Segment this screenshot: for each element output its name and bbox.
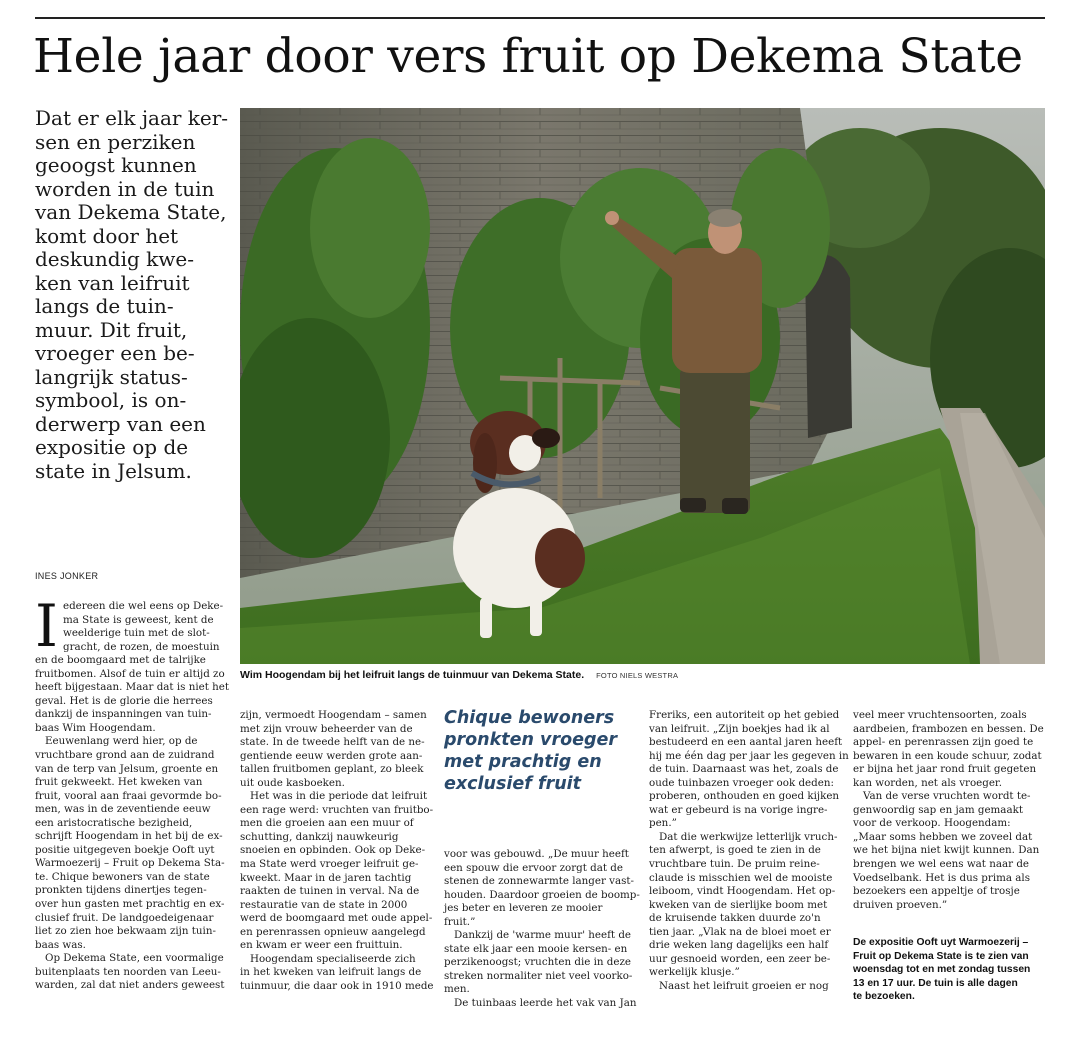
text-line: drie weken lang dagelijks een half <box>649 939 829 952</box>
text-line: streken normaliter niet veel voorko- <box>444 969 633 982</box>
text-line: state. In de tweede helft van de ne- <box>240 736 425 749</box>
text-line: uit oude kasboeken. <box>240 776 345 789</box>
text-line: bezoekers een appeltje of trosje <box>853 885 1020 898</box>
text-line: proberen, onthouden en goed kijken <box>649 790 840 803</box>
text-line: aardbeien, frambozen en bessen. De <box>853 722 1044 735</box>
text-line: pronkten tijdens dinertjes tegen- <box>35 884 207 897</box>
text-line: werd de boomgaard met oude appel- <box>240 912 433 925</box>
pull-quote-line: pronkten vroeger <box>444 730 618 750</box>
text-line: liet zo zien hoe bekwaam zijn tuin- <box>35 925 216 938</box>
text-line: Naast het leifruit groeien er nog <box>659 979 829 992</box>
text-line: voor was gebouwd. „De muur heeft <box>444 848 629 860</box>
text-line: van leifruit. „Zijn boekjes had ik al <box>649 722 830 735</box>
text-line: leiboom, vindt Hoogendam. Het op- <box>649 885 836 898</box>
text-line: Voedselbank. Het is dus prima als <box>853 871 1031 884</box>
text-line: men. <box>444 983 470 996</box>
text-line: wat er gebeurd is na vorige ingre- <box>649 803 828 816</box>
info-line: 13 en 17 uur. De tuin is alle dagen <box>853 977 1018 989</box>
text-line: vruchtbare grond aan de zuidrand <box>35 749 215 762</box>
byline: INES JONKER <box>35 571 99 581</box>
text-line: Op Dekema State, een voormalige <box>45 952 224 965</box>
text-line: dankzij de inspanningen van tuin- <box>35 708 212 721</box>
text-line: snoeien en opbinden. Ook op Deke- <box>240 844 426 857</box>
text-line: tien jaar. „Vlak na de bloei moet er <box>649 925 831 938</box>
text-line: buitenplaats ten noorden van Leeu- <box>35 965 221 978</box>
text-line: restauratie van de state in 2000 <box>240 898 408 911</box>
text-line: gracht, de rozen, de moestuin <box>63 640 220 653</box>
text-line: positie uitgegeven boekje Ooft uyt <box>35 843 215 856</box>
intro-line: sen en perziken <box>35 129 196 154</box>
text-line: appel- en perenrassen zijn goed te <box>853 736 1034 749</box>
pull-quote-line: exclusief fruit <box>444 774 582 794</box>
intro-line: worden in de tuin <box>35 176 215 201</box>
info-line: Fruit op Dekema State is te zien van <box>853 950 1029 962</box>
text-line: en kwam er weer een fruittuin. <box>240 939 403 952</box>
intro-line: geoogst kunnen <box>35 153 197 177</box>
text-line: „Maar soms hebben we zoveel dat <box>853 830 1033 843</box>
headline: Hele jaar door vers fruit op Dekema State <box>33 29 1023 84</box>
text-line: kan worden, net als vroeger. <box>853 776 1002 789</box>
text-line: men, was in de zeventiende eeuw <box>35 803 211 816</box>
text-line: een spouw die ervoor zorgt dat de <box>444 861 623 874</box>
text-line: tallen fruitbomen geplant, zo bleek <box>240 763 424 776</box>
pull-quote-line: met prachtig en <box>444 752 602 772</box>
photo-credit: FOTO NIELS WESTRA <box>596 671 679 680</box>
text-line: fruit gekweekt. Het kweken van <box>35 776 203 789</box>
pull-quote <box>444 707 639 795</box>
text-line: kweken van de sierlijke boom met <box>649 898 828 911</box>
intro-line: ken van leifruit <box>35 270 190 295</box>
info-line: te bezoeken. <box>853 991 915 1003</box>
text-line: men die groeien aan een muur of <box>240 817 414 830</box>
text-line: fruit.” <box>444 915 476 928</box>
text-line: en de boomgaard met de talrijke <box>35 654 206 667</box>
text-line: geval. Het is de glorie die herrees <box>35 694 213 707</box>
text-line: Dankzij de 'warme muur' heeft de <box>454 929 632 942</box>
text-line: fruitbomen. Alsof de tuin er altijd zo <box>35 667 225 680</box>
text-line: brengen we wel eens wat naar de <box>853 858 1030 871</box>
text-line: met zijn vrouw beheerder van de <box>240 722 413 735</box>
text-line: edereen die wel eens op Deke- <box>63 600 224 612</box>
text-line: zijn, vermoedt Hoogendam – samen <box>240 709 427 721</box>
text-line: ten afwerpt, is goed te zien in de <box>649 844 821 857</box>
top-rule <box>35 17 1045 19</box>
intro-line: muur. Dit fruit, <box>35 317 188 342</box>
article-photo <box>240 108 1045 664</box>
text-line: in het kweken van leifruit langs de <box>240 966 422 979</box>
text-line: veel meer vruchtensoorten, zoals <box>853 709 1027 721</box>
text-line: de kruisende takken duurde zo'n <box>649 912 821 925</box>
photo-caption <box>240 668 1045 683</box>
text-line: pen.” <box>649 817 677 830</box>
text-line: ma State werd vroeger leifruit ge- <box>240 858 419 871</box>
intro-line: vroeger een be- <box>35 341 195 365</box>
text-line: we het bijna niet kwijt kunnen. Dan <box>853 844 1040 857</box>
text-line: perzikenoogst; vruchten die in deze <box>444 956 632 969</box>
text-line: kweekt. Maar in de jaren tachtig <box>240 871 412 884</box>
text-line: uur gesnoeid worden, een zeer be- <box>649 952 831 965</box>
body-column-3 <box>444 848 639 1011</box>
body-column-4 <box>649 709 849 993</box>
text-line: claude is misschien wel de mooiste <box>649 871 833 884</box>
info-line: De expositie Ooft uyt Warmoezerij – <box>853 937 1029 948</box>
text-line: weelderige tuin met de slot- <box>63 627 210 640</box>
intro-line: derwerp van een <box>35 411 206 436</box>
text-line: ma State is geweest, kent de <box>63 613 214 626</box>
text-line: Eeuwenlang werd hier, op de <box>45 735 198 748</box>
text-line: te. Chique bewoners van de state <box>35 870 210 883</box>
text-line: Freriks, een autoriteit op het gebied <box>649 709 840 721</box>
text-line: er bijna het jaar rond fruit gegeten <box>853 763 1037 776</box>
text-line: bewaren in een koude schuur, zodat <box>853 749 1042 762</box>
info-line: woensdag tot en met zondag tussen <box>853 964 1031 976</box>
text-line: vruchtbare tuin. De pruim reine- <box>649 858 820 871</box>
intro-line: Dat er elk jaar ker- <box>35 106 229 130</box>
text-line: druiven proeven.” <box>853 898 948 911</box>
text-line: van de terp van Jelsum, groente en <box>35 762 219 775</box>
intro-line: deskundig kwe- <box>35 247 194 271</box>
text-line: Warmoezerij – Fruit op Dekema Sta- <box>35 857 225 870</box>
text-line: oude tuinbazen vroeger ook deden: <box>649 776 834 789</box>
intro-line: expositie op de <box>35 435 189 459</box>
body-column-5 <box>853 709 1045 912</box>
text-line: genwoordig sap en jam gemaakt <box>853 803 1023 816</box>
text-line: tuinmuur, die daar ook in 1910 mede <box>240 979 434 992</box>
intro-line: state in Jelsum. <box>35 458 192 483</box>
text-line: Dat die werkwijze letterlijk vruch- <box>659 830 838 843</box>
text-line: state elk jaar een mooie kersen- en <box>444 942 628 955</box>
text-line: heeft bijgestaan. Maar dat is niet het <box>35 681 229 694</box>
intro-line: langrijk status- <box>35 364 188 389</box>
text-line: over hun gasten met prachtig en ex- <box>35 898 225 911</box>
exhibition-info <box>853 936 1045 1004</box>
text-line: schutting, dankzij nauwkeurig <box>240 830 399 843</box>
text-line: hij me één dag per jaar les gegeven in <box>649 749 849 762</box>
intro-line: symbool, is on- <box>35 388 187 412</box>
text-line: raakten de tuinen in verval. Na de <box>240 885 420 898</box>
text-line: baas Wim Hoogendam. <box>35 721 156 734</box>
intro-lead <box>35 107 231 483</box>
caption-text: Wim Hoogendam bij het leifruit langs de tuinmuur van Dekema State. <box>240 669 585 681</box>
text-line: Van de verse vruchten wordt te- <box>863 790 1031 803</box>
pull-quote-line: Chique bewoners <box>444 708 615 728</box>
text-line: schrijft Hoogendam in het bij de ex- <box>35 830 223 843</box>
text-line: fruit, vooral aan fraai gevormde bo- <box>35 789 222 802</box>
text-line: een rage werd: vruchten van fruitbo- <box>240 803 434 816</box>
intro-line: komt door het <box>35 223 179 248</box>
text-line: een aristocratische bezigheid, <box>35 816 193 829</box>
text-line: werkelijk klusje.” <box>649 966 740 979</box>
text-line: baas was. <box>35 938 86 951</box>
text-line: De tuinbaas leerde het vak van Jan <box>454 997 637 1010</box>
text-line: stenen de zonnewarmte langer vast- <box>444 875 635 888</box>
text-line: Het was in die periode dat leifruit <box>250 790 428 803</box>
intro-line: langs de tuin- <box>35 294 174 318</box>
text-line: Hoogendam specialiseerde zich <box>250 952 416 965</box>
text-line: warden, zal dat niet anders geweest <box>35 979 225 992</box>
text-line: voor de verkoop. Hoogendam: <box>853 817 1011 830</box>
text-line: gentiende eeuw werden grote aan- <box>240 749 423 762</box>
text-line: bestudeerd en een aantal jaren heeft <box>649 736 843 749</box>
text-line: jes beter en leveren ze mooier <box>444 902 603 915</box>
text-line: en perenrassen opnieuw aangelegd <box>240 925 426 938</box>
text-line: de tuin. Daarnaast was het, zoals de <box>649 763 839 776</box>
body-column-1 <box>35 600 231 993</box>
text-line: houden. Daardoor groeien de boomp- <box>444 888 640 901</box>
text-line: clusief fruit. De landgoedeigenaar <box>35 911 214 924</box>
dropcap: I <box>35 592 58 660</box>
intro-line: van Dekema State, <box>35 200 227 224</box>
body-column-2 <box>240 709 434 993</box>
